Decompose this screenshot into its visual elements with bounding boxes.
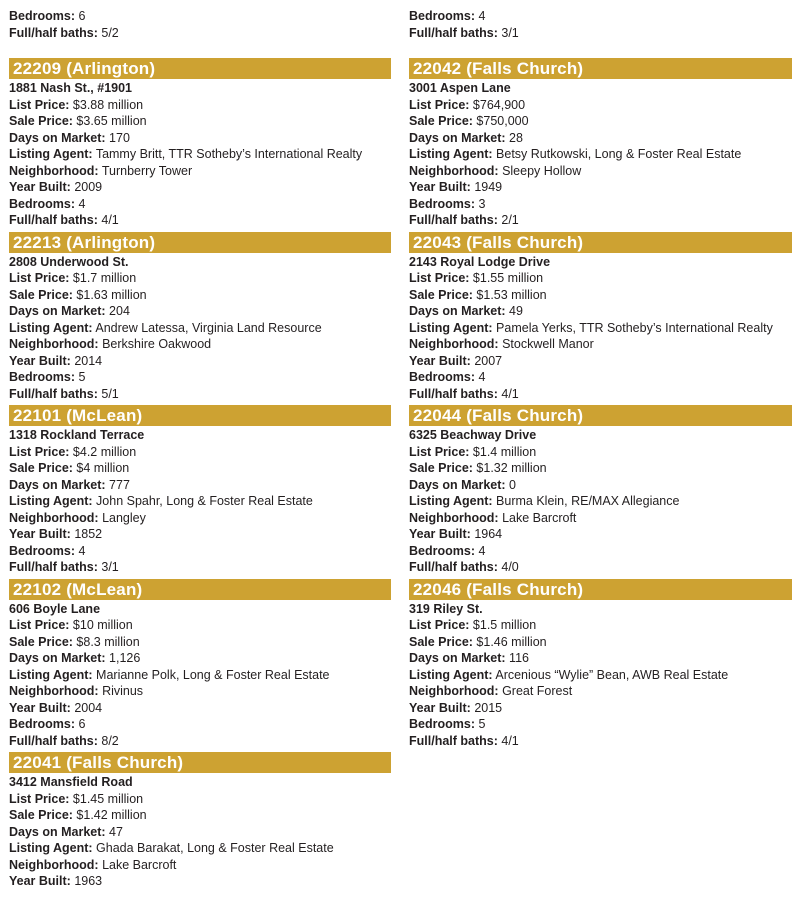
listing-agent-line bbox=[409, 493, 792, 510]
zip-header: 22209 (Arlington) bbox=[9, 58, 391, 79]
year-built-label: Year Built: bbox=[9, 353, 71, 368]
listing-agent-value: Burma Klein, RE/MAX Allegiance bbox=[496, 494, 680, 508]
days-on-market-label: Days on Market: bbox=[9, 824, 106, 839]
baths-line bbox=[9, 733, 391, 750]
days-on-market-label: Days on Market: bbox=[9, 304, 106, 318]
days-on-market-line bbox=[9, 650, 391, 667]
year-built-line bbox=[409, 700, 792, 717]
bedrooms-label: Bedrooms: bbox=[409, 196, 475, 211]
listing-agent-line bbox=[409, 146, 792, 163]
neighborhood-label: Neighborhood: bbox=[409, 337, 499, 351]
zip-header: 22046 (Falls Church) bbox=[409, 579, 792, 600]
sale-price-value: $750,000 bbox=[476, 114, 529, 128]
listing-agent-line bbox=[9, 667, 391, 684]
list-price-label: List Price: bbox=[9, 444, 70, 459]
listing-continued bbox=[409, 8, 792, 41]
days-on-market-line bbox=[9, 477, 391, 494]
sale-price-label: Sale Price: bbox=[9, 634, 73, 649]
days-on-market-label: Days on Market: bbox=[409, 651, 506, 665]
bedrooms-label: Bedrooms: bbox=[409, 717, 475, 731]
address: 3001 Aspen Lane bbox=[409, 81, 511, 95]
bedrooms-value: 4 bbox=[478, 370, 486, 384]
baths-label: Full/half baths: bbox=[9, 213, 98, 227]
year-built-label: Year Built: bbox=[409, 700, 471, 715]
address: 2143 Royal Lodge Drive bbox=[409, 254, 551, 269]
zip-header: 22213 (Arlington) bbox=[9, 232, 391, 253]
sale-price-line bbox=[9, 460, 391, 477]
sale-price-value: $1.46 million bbox=[476, 634, 547, 649]
listing-22102 bbox=[9, 579, 391, 753]
days-on-market-value: 47 bbox=[109, 824, 123, 839]
listing-agent-line bbox=[409, 320, 792, 337]
neighborhood-value: Berkshire Oakwood bbox=[102, 337, 212, 351]
neighborhood-line bbox=[409, 510, 792, 527]
address: 3412 Mansfield Road bbox=[9, 775, 133, 789]
list-price-line bbox=[9, 617, 391, 634]
address: 319 Riley St. bbox=[409, 601, 483, 616]
right-column bbox=[409, 8, 792, 749]
year-built-line bbox=[409, 353, 792, 370]
listing-agent-label: Listing Agent: bbox=[409, 320, 493, 335]
list-price-value: $1.55 million bbox=[472, 271, 544, 285]
days-on-market-label: Days on Market: bbox=[9, 130, 106, 145]
sale-price-label: Sale Price: bbox=[409, 287, 473, 302]
list-price-value: $1.4 million bbox=[472, 444, 537, 459]
baths-value: 4/1 bbox=[501, 733, 519, 748]
year-built-line bbox=[9, 526, 391, 543]
listing-22042 bbox=[409, 58, 792, 232]
baths-label: Full/half baths: bbox=[9, 733, 98, 748]
list-price-line bbox=[9, 791, 391, 808]
year-built-line bbox=[409, 526, 792, 543]
sale-price-line bbox=[409, 113, 792, 130]
bedrooms-label: Bedrooms: bbox=[9, 370, 75, 384]
baths-value: 4/1 bbox=[501, 386, 519, 401]
zip-header: 22041 (Falls Church) bbox=[9, 752, 391, 773]
neighborhood-value: Turnberry Tower bbox=[101, 163, 193, 178]
sale-price-line bbox=[9, 807, 391, 824]
list-price-label: List Price: bbox=[9, 618, 70, 632]
listing-22209 bbox=[9, 58, 391, 232]
baths-line bbox=[9, 559, 391, 576]
list-price-label: List Price: bbox=[409, 271, 470, 285]
bedrooms-value: 5 bbox=[78, 370, 86, 384]
bedrooms-value: 4 bbox=[78, 196, 86, 211]
baths-value: 3/1 bbox=[101, 560, 119, 574]
listing-agent-value: Tammy Britt, TTR Sotheby’s International Realty bbox=[95, 147, 363, 161]
neighborhood-value: Sleepy Hollow bbox=[502, 163, 582, 178]
bedrooms-value: 6 bbox=[78, 717, 86, 731]
bedrooms-value: 5 bbox=[478, 717, 486, 731]
list-price-value: $1.7 million bbox=[72, 271, 137, 285]
year-built-line bbox=[409, 179, 792, 196]
list-price-line bbox=[409, 444, 792, 461]
sale-price-line bbox=[9, 287, 391, 304]
sale-price-value: $1.53 million bbox=[476, 287, 547, 302]
neighborhood-label: Neighborhood: bbox=[9, 337, 99, 351]
year-built-value: 1852 bbox=[74, 527, 103, 541]
neighborhood-line bbox=[9, 683, 391, 700]
listing-agent-label: Listing Agent: bbox=[9, 841, 93, 855]
list-price-label: List Price: bbox=[9, 271, 70, 285]
year-built-label: Year Built: bbox=[409, 527, 471, 541]
year-built-value: 1964 bbox=[474, 527, 503, 541]
list-price-value: $1.45 million bbox=[72, 791, 144, 806]
year-built-value: 1949 bbox=[474, 180, 503, 194]
list-price-label: List Price: bbox=[409, 444, 470, 459]
baths-value: 4/1 bbox=[101, 213, 119, 227]
bedrooms-label: Bedrooms: bbox=[9, 543, 75, 558]
baths-value: 5/2 bbox=[101, 25, 119, 40]
days-on-market-label: Days on Market: bbox=[409, 477, 506, 492]
year-built-value: 2014 bbox=[74, 353, 103, 368]
days-on-market-value: 116 bbox=[509, 651, 529, 665]
listing-agent-label: Listing Agent: bbox=[9, 667, 93, 682]
days-on-market-value: 170 bbox=[109, 130, 130, 145]
bedrooms-line bbox=[409, 369, 792, 386]
baths-label: Full/half baths: bbox=[409, 733, 498, 748]
year-built-label: Year Built: bbox=[9, 527, 71, 541]
neighborhood-label: Neighborhood: bbox=[9, 163, 99, 178]
year-built-label: Year Built: bbox=[409, 180, 471, 194]
sale-price-line bbox=[9, 113, 391, 130]
list-price-value: $1.5 million bbox=[472, 618, 537, 632]
zip-header: 22043 (Falls Church) bbox=[409, 232, 792, 253]
baths-value: 8/2 bbox=[101, 733, 119, 748]
baths-line bbox=[409, 25, 792, 42]
list-price-label: List Price: bbox=[9, 791, 70, 806]
days-on-market-line bbox=[9, 303, 391, 320]
baths-line bbox=[409, 733, 792, 750]
list-price-label: List Price: bbox=[409, 97, 470, 112]
year-built-label: Year Built: bbox=[9, 180, 71, 194]
list-price-line bbox=[9, 270, 391, 287]
neighborhood-line bbox=[9, 336, 391, 353]
list-price-line bbox=[409, 270, 792, 287]
sale-price-label: Sale Price: bbox=[9, 287, 73, 302]
year-built-value: 2004 bbox=[74, 700, 103, 715]
days-on-market-line bbox=[9, 824, 391, 841]
baths-line bbox=[409, 386, 792, 403]
bedrooms-value: 4 bbox=[478, 9, 486, 23]
neighborhood-label: Neighborhood: bbox=[9, 684, 99, 698]
neighborhood-line bbox=[9, 510, 391, 527]
year-built-label: Year Built: bbox=[9, 874, 71, 888]
baths-label: Full/half baths: bbox=[409, 560, 498, 574]
bedrooms-value: 4 bbox=[78, 543, 86, 558]
neighborhood-value: Lake Barcroft bbox=[502, 510, 577, 525]
year-built-label: Year Built: bbox=[409, 353, 471, 368]
days-on-market-line bbox=[409, 477, 792, 494]
year-built-value: 2007 bbox=[474, 353, 503, 368]
listing-agent-value: Marianne Polk, Long & Foster Real Estate bbox=[96, 667, 330, 682]
listing-agent-line bbox=[409, 667, 792, 684]
baths-line bbox=[9, 386, 391, 403]
days-on-market-label: Days on Market: bbox=[409, 304, 506, 318]
sale-price-line bbox=[9, 634, 391, 651]
baths-label: Full/half baths: bbox=[9, 25, 98, 40]
baths-line bbox=[9, 25, 391, 42]
listing-agent-label: Listing Agent: bbox=[409, 667, 493, 682]
baths-line bbox=[9, 212, 391, 229]
bedrooms-line bbox=[9, 369, 391, 386]
sale-price-value: $1.63 million bbox=[76, 287, 147, 302]
neighborhood-line bbox=[9, 857, 391, 874]
list-price-value: $764,900 bbox=[472, 97, 526, 112]
baths-line bbox=[409, 212, 792, 229]
sale-price-value: $4 million bbox=[76, 461, 130, 475]
listing-agent-line bbox=[9, 493, 391, 510]
days-on-market-value: 204 bbox=[109, 304, 130, 318]
address: 606 Boyle Lane bbox=[9, 601, 101, 616]
baths-value: 4/0 bbox=[501, 560, 519, 574]
neighborhood-line bbox=[409, 683, 792, 700]
bedrooms-value: 3 bbox=[478, 196, 486, 211]
days-on-market-label: Days on Market: bbox=[409, 130, 506, 145]
list-price-label: List Price: bbox=[409, 618, 470, 632]
bedrooms-line bbox=[9, 8, 391, 25]
days-on-market-value: 0 bbox=[509, 477, 516, 492]
list-price-value: $10 million bbox=[72, 618, 133, 632]
zip-header: 22101 (McLean) bbox=[9, 405, 391, 426]
listing-agent-value: Pamela Yerks, TTR Sotheby’s International Realty bbox=[496, 320, 773, 335]
days-on-market-value: 28 bbox=[509, 130, 523, 145]
neighborhood-value: Lake Barcroft bbox=[102, 857, 177, 872]
list-price-line bbox=[9, 97, 391, 114]
year-built-value: 1963 bbox=[74, 874, 103, 888]
sale-price-line bbox=[409, 287, 792, 304]
listing-agent-line bbox=[9, 320, 391, 337]
list-price-label: List Price: bbox=[9, 97, 70, 112]
year-built-line bbox=[9, 873, 391, 890]
list-price-line bbox=[9, 444, 391, 461]
baths-label: Full/half baths: bbox=[409, 213, 498, 227]
baths-line bbox=[409, 559, 792, 576]
address: 1318 Rockland Terrace bbox=[9, 428, 145, 442]
bedrooms-value: 4 bbox=[478, 543, 486, 558]
listing-agent-line bbox=[9, 146, 391, 163]
bedrooms-line bbox=[409, 543, 792, 560]
sale-price-line bbox=[409, 634, 792, 651]
days-on-market-label: Days on Market: bbox=[9, 651, 106, 665]
listing-agent-label: Listing Agent: bbox=[9, 147, 93, 161]
year-built-line bbox=[9, 179, 391, 196]
days-on-market-value: 49 bbox=[509, 304, 523, 318]
bedrooms-label: Bedrooms: bbox=[9, 717, 75, 731]
bedrooms-label: Bedrooms: bbox=[9, 196, 75, 211]
bedrooms-label: Bedrooms: bbox=[409, 543, 475, 558]
bedrooms-label: Bedrooms: bbox=[9, 9, 75, 23]
neighborhood-label: Neighborhood: bbox=[409, 510, 499, 525]
listing-22044 bbox=[409, 405, 792, 579]
neighborhood-value: Rivinus bbox=[102, 684, 144, 698]
address: 6325 Beachway Drive bbox=[409, 428, 537, 442]
bedrooms-line bbox=[409, 8, 792, 25]
listing-continued bbox=[9, 8, 391, 41]
baths-label: Full/half baths: bbox=[9, 560, 98, 574]
bedrooms-label: Bedrooms: bbox=[409, 9, 475, 23]
neighborhood-line bbox=[9, 163, 391, 180]
days-on-market-line bbox=[409, 130, 792, 147]
list-price-line bbox=[409, 97, 792, 114]
sale-price-label: Sale Price: bbox=[9, 114, 73, 128]
listing-agent-value: John Spahr, Long & Foster Real Estate bbox=[96, 494, 313, 508]
baths-value: 3/1 bbox=[501, 25, 519, 40]
neighborhood-line bbox=[409, 163, 792, 180]
zip-header: 22102 (McLean) bbox=[9, 579, 391, 600]
baths-label: Full/half baths: bbox=[409, 25, 498, 40]
listing-22046 bbox=[409, 579, 792, 750]
sale-price-label: Sale Price: bbox=[409, 114, 473, 128]
listing-agent-label: Listing Agent: bbox=[9, 320, 93, 335]
sale-price-label: Sale Price: bbox=[9, 808, 73, 822]
baths-value: 5/1 bbox=[101, 386, 119, 401]
zip-header: 22042 (Falls Church) bbox=[409, 58, 792, 79]
sale-price-value: $1.42 million bbox=[76, 808, 147, 822]
listing-agent-label: Listing Agent: bbox=[409, 494, 493, 508]
bedrooms-line bbox=[409, 716, 792, 733]
bedrooms-label: Bedrooms: bbox=[409, 370, 475, 384]
neighborhood-label: Neighborhood: bbox=[9, 857, 99, 872]
neighborhood-value: Langley bbox=[102, 510, 146, 525]
days-on-market-line bbox=[409, 303, 792, 320]
year-built-label: Year Built: bbox=[9, 700, 71, 715]
listing-agent-line bbox=[9, 840, 391, 857]
listing-22101 bbox=[9, 405, 391, 579]
listing-agent-value: Ghada Barakat, Long & Foster Real Estate bbox=[96, 841, 334, 855]
sale-price-value: $1.32 million bbox=[476, 461, 547, 475]
year-built-value: 2015 bbox=[474, 700, 503, 715]
neighborhood-line bbox=[409, 336, 792, 353]
sale-price-label: Sale Price: bbox=[409, 461, 473, 475]
bedrooms-line bbox=[9, 716, 391, 733]
baths-label: Full/half baths: bbox=[409, 386, 498, 401]
bedrooms-line bbox=[9, 196, 391, 213]
bedrooms-line bbox=[9, 543, 391, 560]
neighborhood-value: Stockwell Manor bbox=[502, 337, 594, 351]
neighborhood-label: Neighborhood: bbox=[409, 684, 499, 698]
listing-agent-label: Listing Agent: bbox=[9, 494, 93, 508]
baths-label: Full/half baths: bbox=[9, 386, 98, 401]
sale-price-label: Sale Price: bbox=[409, 634, 473, 649]
year-built-line bbox=[9, 353, 391, 370]
bedrooms-value: 6 bbox=[78, 9, 86, 23]
days-on-market-line bbox=[409, 650, 792, 667]
sale-price-line bbox=[409, 460, 792, 477]
list-price-value: $3.88 million bbox=[72, 97, 144, 112]
listing-agent-value: Betsy Rutkowski, Long & Foster Real Estate bbox=[496, 147, 742, 161]
days-on-market-value: 777 bbox=[109, 477, 130, 492]
year-built-value: 2009 bbox=[74, 180, 103, 194]
zip-header: 22044 (Falls Church) bbox=[409, 405, 792, 426]
address: 2808 Underwood St. bbox=[9, 254, 129, 269]
year-built-line bbox=[9, 700, 391, 717]
listing-22041 bbox=[9, 752, 391, 890]
neighborhood-label: Neighborhood: bbox=[409, 163, 499, 178]
address: 1881 Nash St., #1901 bbox=[9, 81, 132, 95]
days-on-market-value: 1,126 bbox=[109, 651, 141, 665]
listing-agent-value: Andrew Latessa, Virginia Land Resource bbox=[95, 320, 322, 335]
list-price-value: $4.2 million bbox=[72, 444, 137, 459]
neighborhood-value: Great Forest bbox=[502, 684, 573, 698]
left-column bbox=[9, 8, 391, 890]
listing-agent-value: Arcenious “Wylie” Bean, AWB Real Estate bbox=[495, 667, 729, 682]
sale-price-label: Sale Price: bbox=[9, 461, 73, 475]
neighborhood-label: Neighborhood: bbox=[9, 510, 99, 525]
sale-price-value: $8.3 million bbox=[76, 634, 140, 649]
listing-22043 bbox=[409, 232, 792, 406]
sale-price-value: $3.65 million bbox=[76, 114, 147, 128]
listing-agent-label: Listing Agent: bbox=[409, 147, 493, 161]
days-on-market-line bbox=[9, 130, 391, 147]
listing-22213 bbox=[9, 232, 391, 406]
days-on-market-label: Days on Market: bbox=[9, 477, 106, 492]
baths-value: 2/1 bbox=[501, 213, 519, 227]
bedrooms-line bbox=[409, 196, 792, 213]
list-price-line bbox=[409, 617, 792, 634]
